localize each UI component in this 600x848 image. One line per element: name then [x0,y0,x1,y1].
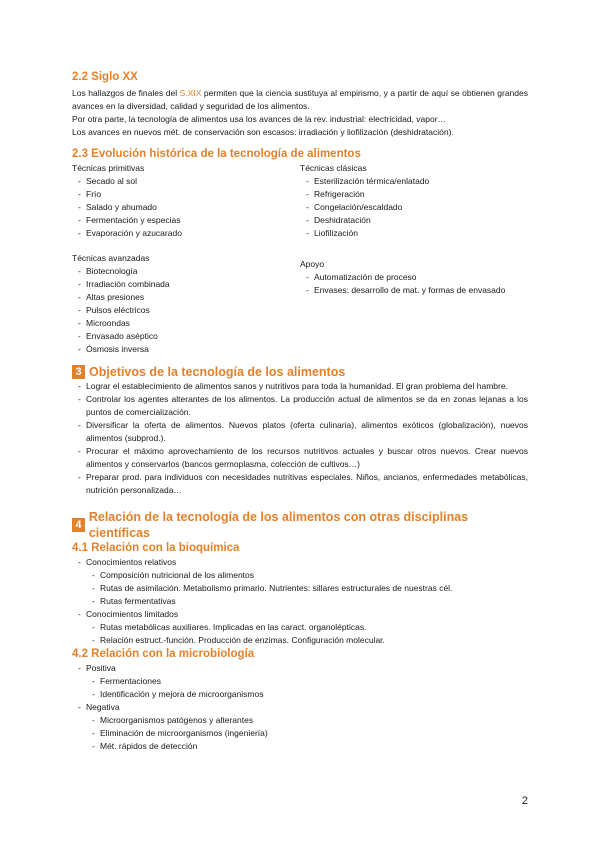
list-item: - Pulsos eléctricos [72,304,300,317]
list-item: - Ósmosis inversa [72,343,300,356]
list-item: - Controlar los agentes alterantes de los alimentos. La producción actual de alimentos se da en zonas lejanas a los puntos de comercialización. [72,393,528,419]
document-page [72,70,528,753]
tecnicas-row-1 [72,162,528,240]
list-item: - Refrigeración [300,188,528,201]
heading-2-2: 2.2 Siglo XX [72,71,138,83]
list-item: - Irradiación combinada [72,278,300,291]
bioquimica-list-2 [72,608,528,621]
positiva-sublist [72,675,528,701]
p1-highlight: S.XIX [179,88,202,98]
list-item: - Eliminación de microorganismos (ingeniería) [72,727,528,740]
list-item: - Rutas de asimilación. Metabolismo primario. Nutrientes: sillares estructurales de nuestras cél. [72,582,528,595]
list-item: - Conocimientos limitados [72,608,528,621]
list-item: - Deshidratación [300,214,528,227]
section-number-badge: 3 [72,365,85,379]
relativos-sublist [72,569,528,608]
list-item: - Lograr el establecimiento de alimentos sanos y nutritivos para toda la humanidad. El gran problema del hambre. [72,380,528,393]
list-item: - Preparar prod. para individuos con necesidades nutritivas especiales. Niños, ancianos, enfermedades metabólicas, nutrición personalizada… [72,471,528,497]
heading-4-2: 4.2 Relación con la microbiología [72,648,255,660]
heading-4-title: Relación de la tecnología de los alimentos con otras disciplinas científicas [88,510,469,540]
section-number-badge: 4 [72,518,85,532]
list-item: - Rutas fermentativas [72,595,528,608]
list-item: - Microorganismos patógenos y alterantes [72,714,528,727]
list-item: - Evaporación y azucarado [72,227,300,240]
tecnicas-row-2 [72,252,528,356]
tecnicas-avanzadas [72,252,300,356]
list-item: - Fermentaciones [72,675,528,688]
list-item: - Secado al sol [72,175,300,188]
paragraph-siglo-xx-3: Los avances en nuevos mét. de conservación son escasos: irradiación y liofilización (deshidratación). [72,127,454,137]
microbiologia-list [72,662,528,675]
tecnicas-primitivas [72,162,300,240]
heading-4-1: 4.1 Relación con la bioquímica [72,542,240,554]
tecnicas-clasicas [300,162,528,240]
list-item: - Envases: desarrollo de mat. y formas de envasado [300,284,528,297]
list-item: - Biotecnología [72,265,300,278]
paragraph-siglo-xx-1 [72,87,528,113]
heading-4 [72,509,528,541]
negativa-sublist [72,714,528,753]
p1-b: permiten que la ciencia sustituya al empirismo, y a partir de aquí se obtienen grandes avances en la diversidad, calidad y seguridad de los alimentos. [72,88,529,111]
list-item: - Identificación y mejora de microorganismos [72,688,528,701]
list-item: - Liofilización [300,227,528,240]
list-item: - Esterilización térmica/enlatado [300,175,528,188]
bioquimica-list [72,556,528,569]
list-item: - Composición nutricional de los alimentos [72,569,528,582]
list-item: - Diversificar la oferta de alimentos. Nuevos platos (oferta culinaria), alimentos exóticos (globalización), nuevos alimentos (subprod.). [72,419,528,445]
list-item: - Negativa [72,701,528,714]
tecnicas-avanzadas-label: Técnicas avanzadas [72,253,150,263]
list-item: - Salado y ahumado [72,201,300,214]
list-item: - Envasado aséptico [72,330,300,343]
limitados-sublist [72,621,528,647]
heading-3-title: Objetivos de la tecnología de los alimentos [89,365,346,379]
list-item: - Automatización de proceso [300,271,528,284]
list-item: - Fermentación y especias [72,214,300,227]
list-item: - Mét. rápidos de detección [72,740,528,753]
list-item: - Procurar el máximo aprovechamiento de los recursos nutritivos actuales y buscar otros nuevos. Crear nuevos alimentos y conservarlos (bancos germoplasma, colección de cultivos…) [72,445,528,471]
list-item: - Positiva [72,662,528,675]
list-item: - Rutas metabólicas auxiliares. Implicadas en las caract. organolépticas. [72,621,528,634]
list-item: - Relación estruct.-función. Producción de enzimas. Configuración molecular. [72,634,528,647]
objetivos-list [72,380,528,497]
heading-3 [72,364,528,380]
tecnicas-primitivas-label: Técnicas primitivas [72,163,145,173]
list-item: - Conocimientos relativos [72,556,528,569]
list-item: - Altas presiones [72,291,300,304]
tecnicas-clasicas-label: Técnicas clásicas [300,163,367,173]
list-item: - Congelación/escaldado [300,201,528,214]
p1-a: Los hallazgos de finales del [72,88,180,98]
paragraph-siglo-xx-2: Por otra parte, la tecnología de alimentos usa los avances de la rev. industrial: electricidad, vapor… [72,114,447,124]
list-item: - Frío [72,188,300,201]
heading-2-3: 2.3 Evolución histórica de la tecnología de alimentos [72,148,361,160]
page-number: 2 [521,795,528,807]
apoyo [300,252,528,356]
apoyo-label: Apoyo [300,259,325,269]
list-item: - Microondas [72,317,300,330]
microbiologia-list-2 [72,701,528,714]
